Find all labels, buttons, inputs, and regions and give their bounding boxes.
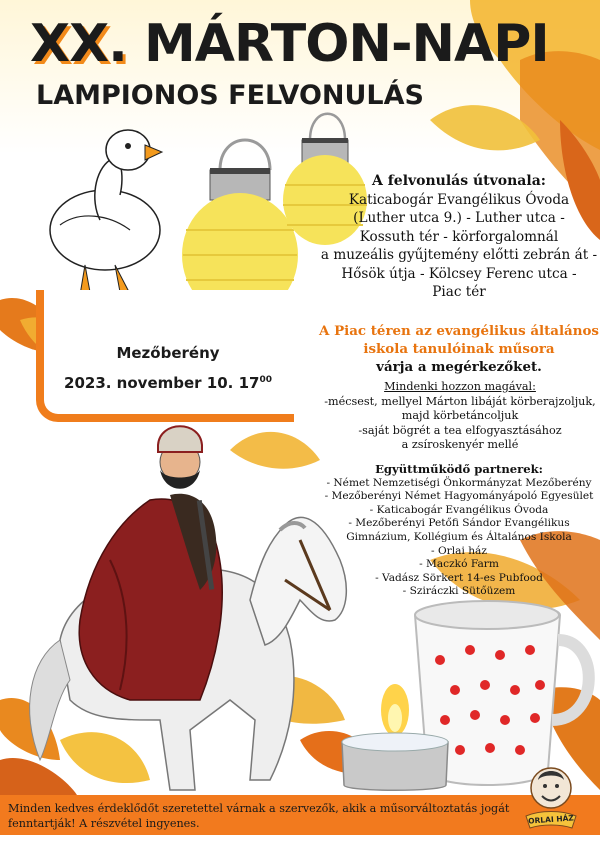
bring-line: a zsíroskenyér mellé [401, 438, 519, 451]
logo-text: ORLAI HÁZ [527, 813, 575, 826]
partner-item: - Orlai ház [431, 544, 487, 557]
bring-line: -mécsest, mellyel Márton libáját körberajzoljuk, [324, 394, 596, 408]
event-time-minutes: 00 [259, 375, 272, 385]
route-heading: A felvonulás útvonala: [372, 173, 546, 189]
goose-icon [50, 130, 162, 300]
main-title [30, 14, 549, 74]
partner-item: - Maczkó Farm [419, 558, 499, 571]
route-line: (Luther utca 9.) - Luther utca - [353, 210, 565, 226]
bring-heading: Mindenki hozzon magával: [384, 380, 536, 393]
date-block [48, 340, 288, 397]
partners-section [318, 463, 600, 599]
event-place: Mezőberény [116, 344, 220, 362]
program-highlight [318, 322, 600, 376]
route-section [318, 172, 600, 302]
bring-line: -saját bögrét a tea elfogyasztásához [358, 423, 562, 437]
event-date: 2023. november 10. 17 [64, 374, 260, 392]
subtitle: LAMPIONOS FELVONULÁS [36, 80, 424, 111]
partner-item: - Vadász Sörkert 14-es Pubfood [375, 571, 543, 584]
route-line: a muzeális gyűjtemény előtti zebrán át - [320, 247, 598, 263]
partner-item: Gimnázium, Kollégium és Általános Iskola [346, 530, 572, 543]
highlight-line: iskola tanulóinak műsora [363, 341, 555, 357]
title-main: MÁRTON-NAPI [144, 14, 549, 74]
route-line: Hősök útja - Kölcsey Ferenc utca - [341, 265, 577, 282]
event-datetime [48, 367, 288, 397]
partners-heading: Együttműködő partnerek: [375, 462, 543, 476]
edition-number: XX. [30, 14, 127, 74]
bring-section [322, 380, 598, 453]
highlight-line: A Piac téren az evangélikus általános [319, 323, 599, 339]
partner-item: - Német Nemzetiségi Önkormányzat Mezőberény [326, 476, 592, 489]
route-line: Piac tér [432, 284, 486, 300]
route-line: Kossuth tér - körforgalomnál [359, 228, 559, 245]
bring-line: majd körbetáncoljuk [401, 409, 519, 422]
partner-item: - Mezőberényi Német Hagyományápoló Egyesület [324, 490, 594, 503]
partner-item: - Mezőberényi Petőfi Sándor Evangélikus [348, 517, 570, 530]
highlight-last-line: várja a megérkezőket. [376, 359, 542, 375]
partner-item: - Sziráczki Sütőüzem [402, 585, 516, 598]
route-line: Katicabogár Evangélikus Óvoda [348, 191, 570, 208]
partner-item: - Katicabogár Evangélikus Óvoda [369, 503, 549, 516]
footer-text: Minden kedves érdeklődőt szeretettel várnak a szervezők, akik a műsorváltoztatás jogát fenntartják! A részvétel ingyenes. [8, 802, 510, 830]
